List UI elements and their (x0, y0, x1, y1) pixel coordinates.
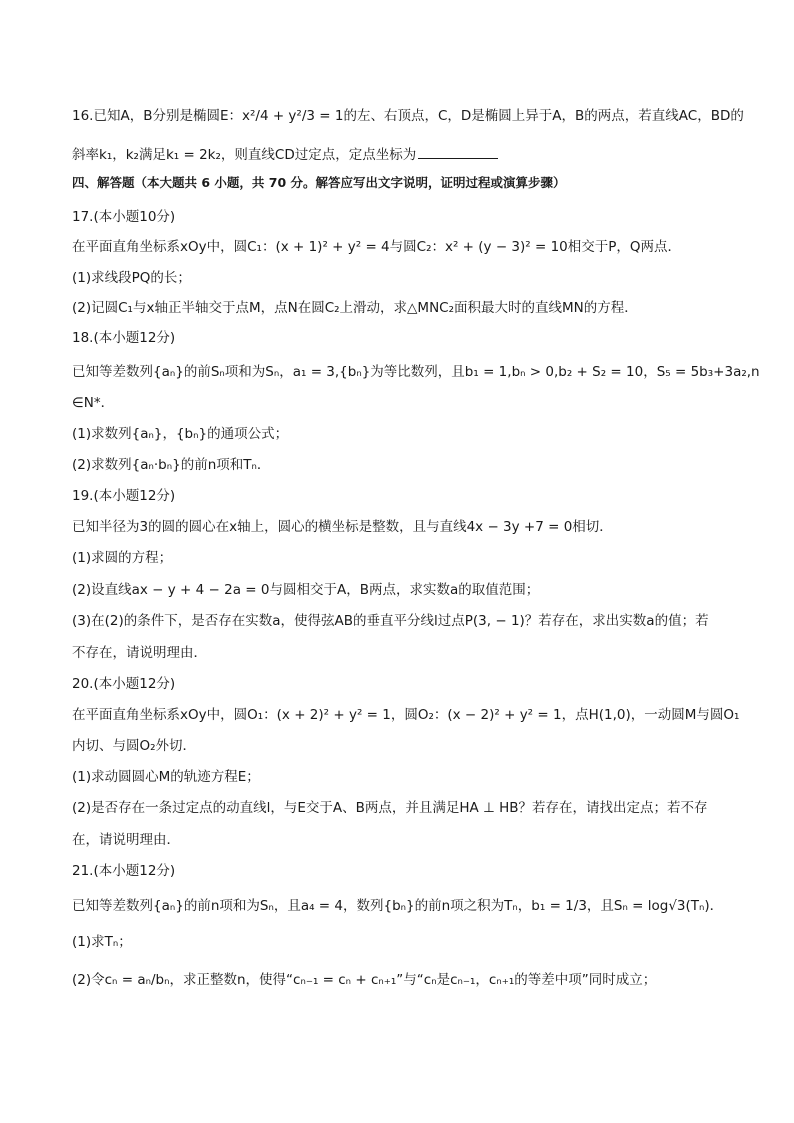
answer-blank[interactable] (418, 144, 498, 159)
q18-stem-1: 已知等差数列{aₙ}的前Sₙ项和为Sₙ，a₁ = 3,{bₙ}为等比数列，且b₁ = 1,bₙ > 0,b₂ + S₂ = 10，S₅ = 5b₃+3a₂,n (72, 364, 760, 380)
q16-line-1: 16.已知A，B分别是椭圆E：x²/4 + y²/3 = 1的左、右顶点，C，D是椭圆上异于A，B的两点，若直线AC，BD的 (72, 108, 744, 124)
q21-header: 21.(本小题12分) (72, 863, 176, 879)
q16-line-2 (72, 144, 722, 165)
q16-line-2-text: 斜率k₁，k₂满足k₁ = 2k₂，则直线CD过定点，定点坐标为 (72, 147, 417, 163)
q20-header: 20.(本小题12分) (72, 676, 176, 692)
q20-part-2-line-2: 在，请说明理由． (72, 832, 180, 848)
q18-part-1: (1)求数列{aₙ}，{bₙ}的通项公式； (72, 426, 289, 442)
q21-part-1: (1)求Tₙ； (72, 934, 132, 950)
q18-stem-2: ∈N*． (72, 395, 115, 411)
q21-stem: 已知等差数列{aₙ}的前n项和为Sₙ，且a₄ = 4，数列{bₙ}的前n项之积为Tₙ，b₁ = 1/3，且Sₙ = log√3(Tₙ)． (72, 898, 724, 914)
q19-part-3-line-2: 不存在，请说明理由． (72, 645, 207, 661)
q19-part-2: (2)设直线ax − y + 4 − 2a = 0与圆相交于A，B两点，求实数a的取值范围； (72, 582, 540, 598)
q19-stem: 已知半径为3的圆的圆心在x轴上，圆心的横坐标是整数，且与直线4x − 3y +7 = 0相切． (72, 519, 613, 535)
q19-part-3-line-1: (3)在(2)的条件下，是否存在实数a，使得弦AB的垂直平分线l过点P(3, − 1)？若存在，求出实数a的值；若 (72, 613, 709, 629)
q17-part-1: (1)求线段PQ的长； (72, 270, 191, 286)
q21-part-2: (2)令cₙ = aₙ/bₙ，求正整数n，使得“cₙ₋₁ = cₙ + cₙ₊₁”与“cₙ是cₙ₋₁，cₙ₊₁的等差中项”同时成立； (72, 972, 657, 988)
section-heading: 四、解答题（本大题共 6 小题，共 70 分。解答应写出文字说明，证明过程或演算步骤） (72, 175, 566, 190)
q20-stem-1: 在平面直角坐标系xOy中，圆O₁：(x + 2)² + y² = 1，圆O₂：(x − 2)² + y² = 1，点H(1,0)，一动圆M与圆O₁ (72, 707, 740, 723)
q18-header: 18.(本小题12分) (72, 330, 176, 346)
q17-part-2: (2)记圆C₁与x轴正半轴交于点M，点N在圆C₂上滑动，求△MNC₂面积最大时的直线MN的方程． (72, 300, 638, 316)
q19-part-1: (1)求圆的方程； (72, 550, 173, 566)
q20-stem-2: 内切、与圆O₂外切． (72, 738, 197, 754)
q20-part-2-line-1: (2)是否存在一条过定点的动直线l，与E交于A、B两点，并且满足HA ⊥ HB？若存在，请找出定点；若不存 (72, 800, 708, 816)
q20-part-1: (1)求动圆圆心M的轨迹方程E； (72, 769, 260, 785)
q18-part-2: (2)求数列{aₙ·bₙ}的前n项和Tₙ． (72, 457, 271, 473)
q17-stem: 在平面直角坐标系xOy中，圆C₁：(x + 1)² + y² = 4与圆C₂：x² + (y − 3)² = 10相交于P，Q两点． (72, 239, 682, 255)
q17-header: 17.(本小题10分) (72, 209, 176, 225)
q19-header: 19.(本小题12分) (72, 488, 176, 504)
